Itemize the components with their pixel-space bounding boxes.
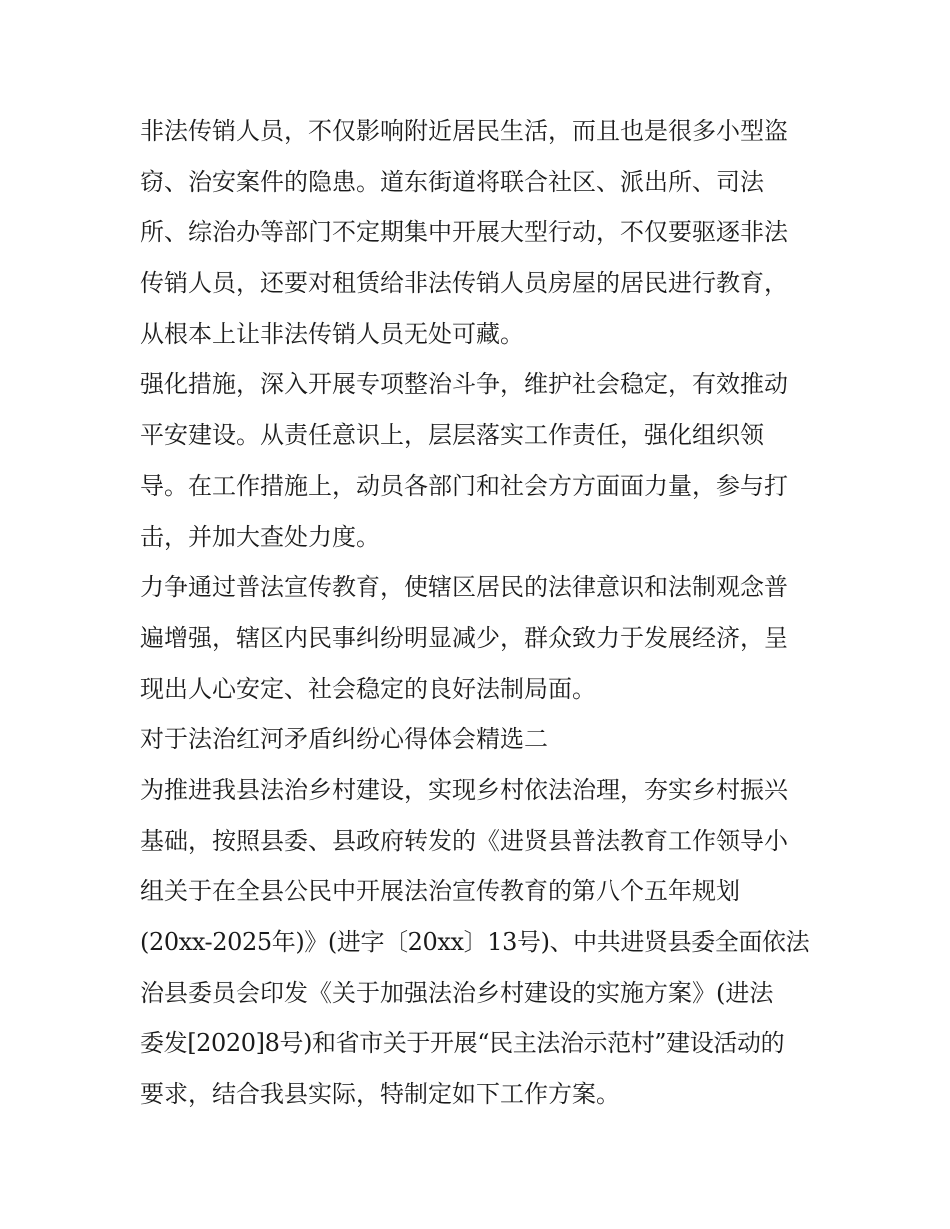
text-line: (20xx-2025年)》(进字〔20xx〕13号)、中共进贤县委全面依法: [140, 928, 810, 956]
text-line: 所、综治办等部门不定期集中开展大型行动，不仅要驱逐非法: [140, 218, 788, 247]
text-line: 从根本上让非法传销人员无处可藏。: [140, 319, 524, 348]
text-line: 力争通过普法宣传教育，使辖区居民的法律意识和法制观念普: [140, 573, 788, 602]
text-line: 强化措施，深入开展专项整治斗争，维护社会稳定，有效推动: [140, 370, 788, 399]
text-line: 平安建设。从责任意识上，层层落实工作责任，强化组织领: [140, 421, 764, 450]
text-line: 非法传销人员，不仅影响附近居民生活，而且也是很多小型盗: [140, 117, 788, 145]
text-line: 委发[2020]8号)和省市关于开展“民主法治示范村”建设活动的: [140, 1029, 785, 1058]
text-line: 要求，结合我县实际，特制定如下工作方案。: [140, 1080, 620, 1109]
text-line: 遍增强，辖区内民事纠纷明显减少，群众致力于发展经济，呈: [140, 623, 788, 652]
section-heading: 对于法治红河矛盾纠纷心得体会精选二: [140, 725, 548, 754]
text-line: 导。在工作措施上，动员各部门和社会方方面面力量，参与打: [140, 471, 788, 500]
document-body: [140, 106, 820, 1120]
text-line: 基础，按照县委、县政府转发的《进贤县普法教育工作领导小: [140, 826, 788, 855]
text-line: 窃、治安案件的隐患。道东街道将联合社区、派出所、司法: [140, 167, 764, 196]
text-line: 组关于在全县公民中开展法治宣传教育的第八个五年规划: [140, 877, 740, 906]
text-line: 治县委员会印发《关于加强法治乡村建设的实施方案》(进法: [140, 978, 774, 1007]
text-line: 传销人员，还要对租赁给非法传销人员房屋的居民进行教育，: [140, 269, 788, 298]
text-line: 为推进我县法治乡村建设，实现乡村依法治理，夯实乡村振兴: [140, 775, 788, 804]
text-line: 现出人心安定、社会稳定的良好法制局面。: [140, 674, 596, 703]
text-line: 击，并加大查处力度。: [140, 522, 380, 551]
